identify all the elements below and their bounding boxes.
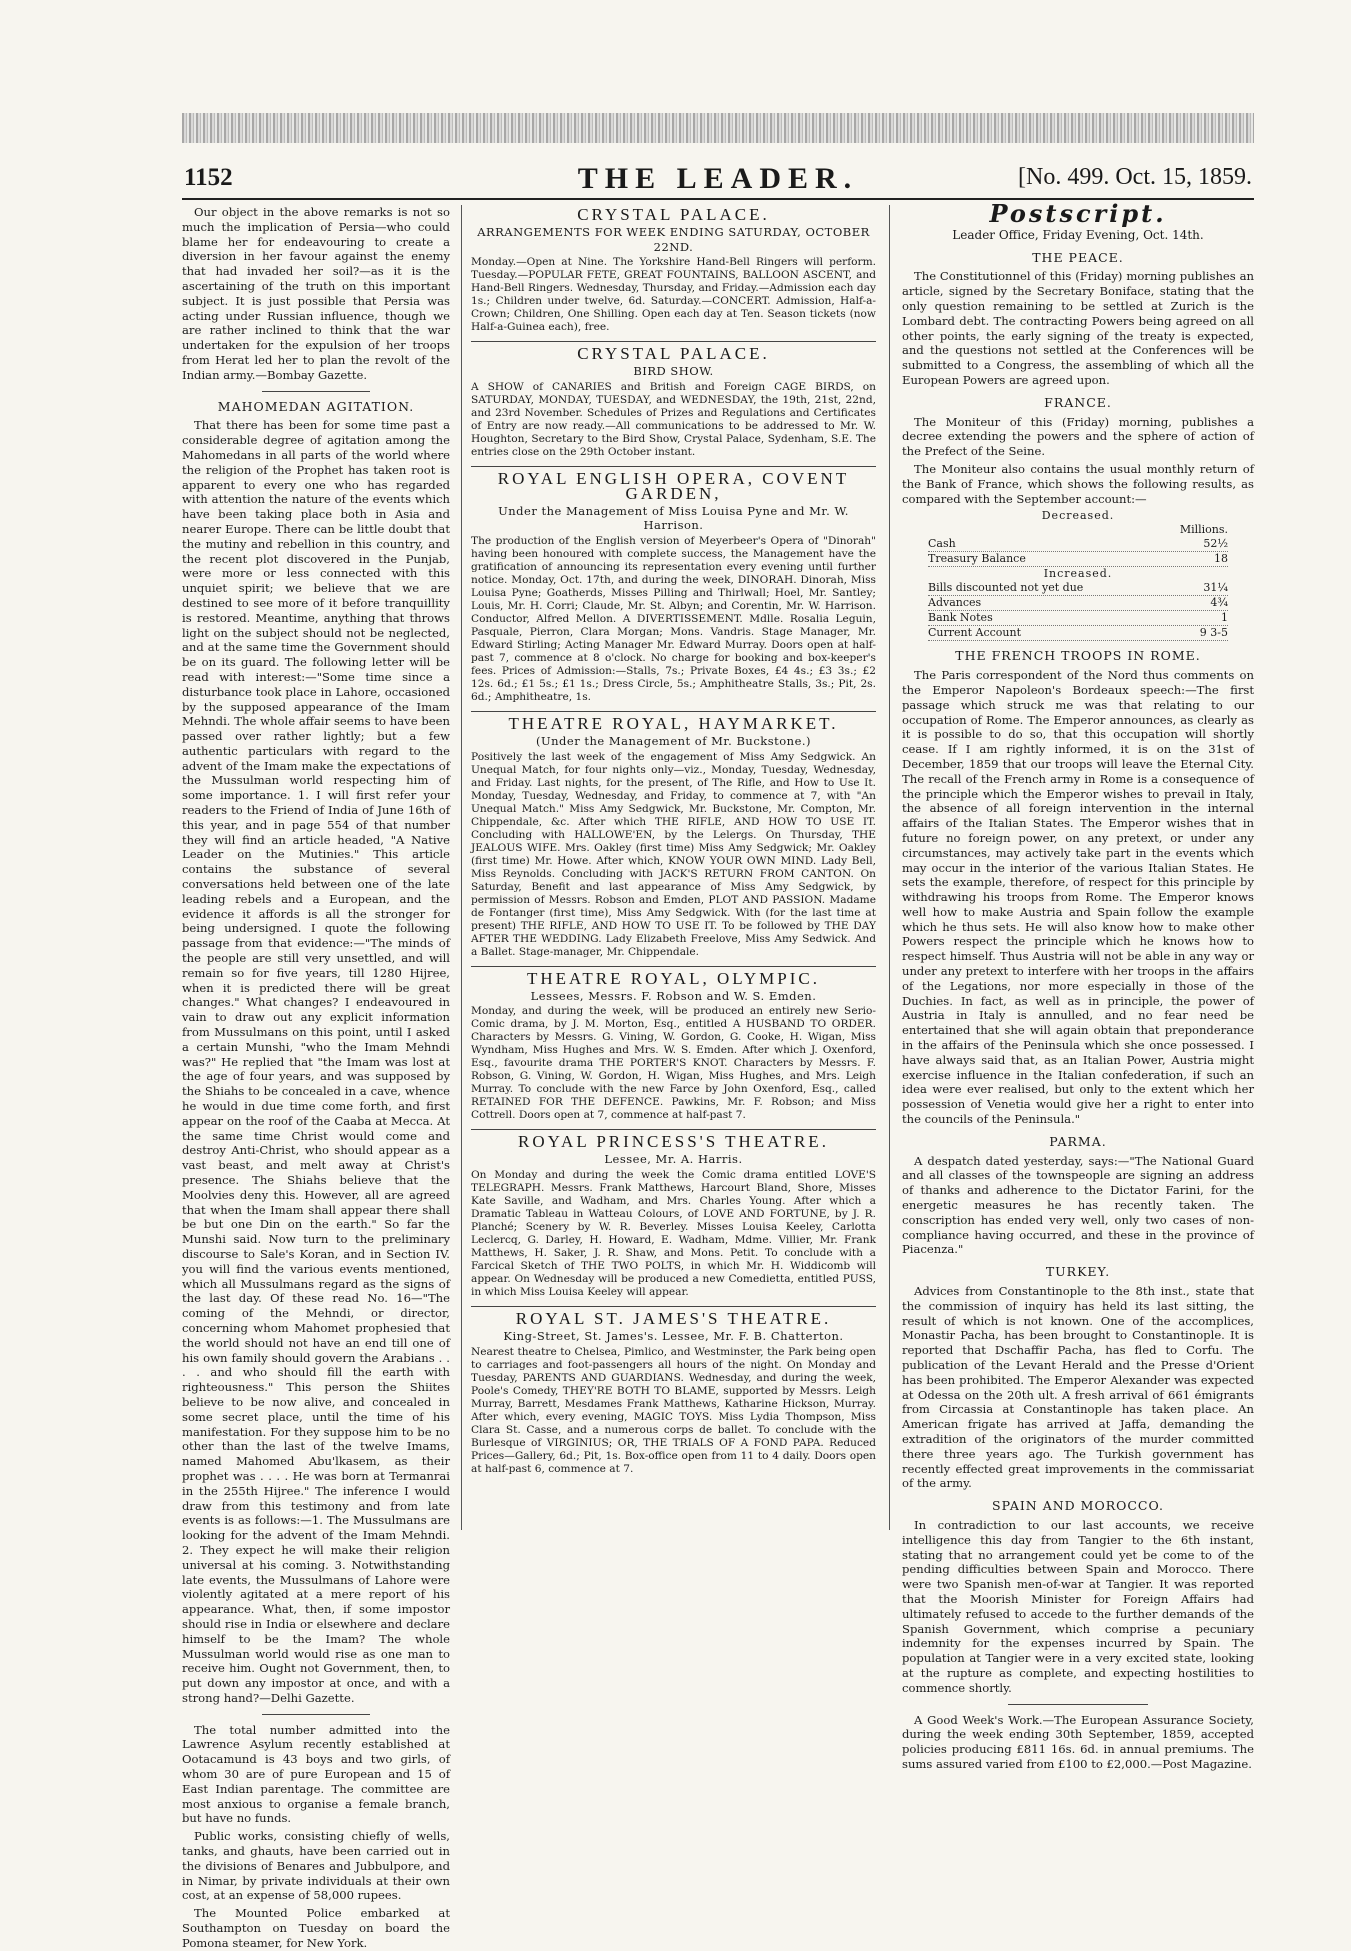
article-the-peace: The Constitutionnel of this (Friday) morning publishes an article, signed by the Secretary Boniface, stating that the only question remaining to be settled at Zurich is the Lombard debt. The contracting Powers being agreed on all other points, the early signing of the treaty is expected, and the questions not settled at the Conferences will be submitted to a Congress, the assembling of which all the European Powers are agreed upon. bbox=[902, 269, 1254, 387]
bank-of-france-table bbox=[928, 509, 1228, 641]
table-row bbox=[928, 537, 1228, 552]
ad-body: A SHOW of CANARIES and British and Foreign CAGE BIRDS, on SATURDAY, MONDAY, TUESDAY, and WEDNESDAY, the 19th, 21st, 22nd, and 23rd November. Schedules of Prizes and Regulations and Certificates of Entry are now ready.—All communications to be addressed to Mr. W. Houghton, Secretary to the Bird Show, Crystal Palace, Sydenham, S.E. The entries close on the 29th October instant. bbox=[471, 380, 876, 458]
row-label: Current Account bbox=[928, 626, 1022, 640]
article-france-bank: The Moniteur also contains the usual monthly return of the Bank of France, which shows the following results, as compared with the September account:— bbox=[902, 461, 1254, 506]
divider bbox=[262, 391, 369, 392]
row-value: 18 bbox=[1214, 552, 1228, 566]
masthead: THE LEADER. bbox=[577, 162, 859, 195]
row-value: 31¼ bbox=[1203, 581, 1228, 595]
row-label: Bills discounted not yet due bbox=[928, 581, 1084, 595]
ad-crystal-palace-week bbox=[471, 205, 876, 342]
row-value: 1 bbox=[1221, 611, 1228, 625]
ad-royal-princess-theatre bbox=[471, 1132, 876, 1307]
decreased-heading: Decreased. bbox=[1041, 509, 1115, 523]
ad-subtitle: ARRANGEMENTS FOR WEEK ENDING SATURDAY, OCTOBER 22ND. bbox=[477, 224, 870, 254]
ad-body: The production of the English version of Meyerbeer's Opera of "Dinorah" having been honoured with complete success, the Management have the gratification of announcing its representation every evening until further notice. Monday, Oct. 17th, and during the week, DINORAH. Dinorah, Miss Louisa Pyne; Goatherds, Misses Pilling and Thirlwall; Hoel, Mr. Santley; Louis, Mr. H. Corri; Claude, Mr. St. Albyn; and Corentin, Mr. W. Harrison. Conductor, Alfred Mellon. A DIVERTISSEMENT. Mdlle. Rosalia Leguin, Pasquale, Pierron, Clara Morgan; Mons. Vandris. Stage Manager, Mr. Edward Stirling; Acting Manager Mr. Edward Murray. Doors open at half-past 7, commence at 8 o'clock. No charge for booking and box-keeper's fees. Prices of Admission:—Stalls, 7s.; Private Boxes, £4 4s.; £3 3s.; £2 12s. 6d.; £1 5s.; £1 1s.; Dress Circle, 5s.; Amphitheatre Stalls, 3s.; Pit, 2s. 6d.; Amphitheatre, 1s. bbox=[471, 535, 876, 704]
ad-royal-english-opera bbox=[471, 468, 876, 712]
ad-title: ROYAL ENGLISH OPERA, COVENT GARDEN, bbox=[497, 468, 850, 503]
table-row bbox=[928, 552, 1228, 567]
ad-title: CRYSTAL PALACE. bbox=[577, 205, 770, 224]
heading-mahomedan-agitation: MAHOMEDAN AGITATION. bbox=[217, 398, 415, 414]
paragraph-lawrence-asylum: The total number admitted into the Lawrence Asylum recently established at Ootacamund is 43 boys and two girls, of whom 30 are of pure European and 15 of East Indian parentage. The committee are most anxious to organise a female branch, but have no funds. bbox=[182, 1722, 450, 1826]
ad-body: Positively the last week of the engagement of Miss Amy Sedgwick. An Unequal Match, for four nights only—viz., Monday, Tuesday, Wednesday, and Friday. Last nights, for the present, of The Rifle, and How to Use It. Monday, Tuesday, Wednesday, and Friday, to commence at 7, with "An Unequal Match." Miss Amy Sedgwick, Mr. Buckstone, Mr. Compton, Mr. Chippendale, &c. After which THE RIFLE, AND HOW TO USE IT. Concluding with HALLOWE'EN, by the Lelergs. On Thursday, THE JEALOUS WIFE. Mrs. Oakley (first time) Miss Amy Sedgwick; Mr. Oakley (first time) Mr. Howe. After which, KNOW YOUR OWN MIND. Lady Bell, Miss Reynolds. Concluding with JACK'S RETURN FROM CANTON. On Saturday, Benefit and last appearance of Miss Amy Sedgwick, by permission of Messrs. Robson and Emden, PLOT AND PASSION. Madame de Fontanger (first time), Miss Amy Sedgwick. With (for the last time at present) THE RIFLE, AND HOW TO USE IT. To be followed by THE DAY AFTER THE WEDDING. Lady Elizabeth Freelove, Miss Amy Sedwick. And a Ballet. Stage-manager, Mr. Chippendale. bbox=[471, 750, 876, 958]
row-label: Cash bbox=[928, 537, 956, 551]
column-postscript bbox=[902, 199, 1254, 1771]
ad-subtitle: Lessees, Messrs. F. Robson and W. S. Emden. bbox=[530, 988, 817, 1003]
table-row bbox=[928, 596, 1228, 611]
page-number: 1152 bbox=[184, 164, 233, 191]
ad-subtitle: Under the Management of Miss Louisa Pyne and Mr. W. Harrison. bbox=[498, 503, 849, 533]
row-label: Bank Notes bbox=[928, 611, 993, 625]
ad-royal-st-james-theatre bbox=[471, 1308, 876, 1483]
heading-france: FRANCE. bbox=[1044, 394, 1112, 410]
paragraph-public-works: Public works, consisting chiefly of wells, tanks, and ghauts, have been carried out in the divisions of Benares and Jubbulpore, and in Nimar, by private individuals at their own cost, at an expense of 58,000 rupees. bbox=[182, 1829, 450, 1903]
row-label: Treasury Balance bbox=[928, 552, 1026, 566]
ad-body: On Monday and during the week the Comic drama entitled LOVE'S TELEGRAPH. Messrs. Frank Matthews, Harcourt Bland, Shore, Misses Kate Saville, and Wadham, and Mrs. Charles Young. After which a Dramatic Tableau in Watteau Colours, of LOVE AND FORTUNE, by J. R. Planché; Scenery by W. R. Beverley. Misses Louisa Keeley, Carlotta Leclercq, G. Darley, H. Howard, E. Wadham, Mdme. Villier, Mr. Frank Matthews, H. Saker, J. R. Shaw, and Mons. Petit. To conclude with a Farcical Sketch of THE TWO POLTS, in which Mr. H. Widdicomb will appear. On Wednesday will be produced a new Comedietta, entitled PUSS, in which Miss Louisa Keeley will appear. bbox=[471, 1168, 876, 1298]
page-header bbox=[182, 164, 1254, 200]
table-row bbox=[928, 626, 1228, 641]
heading-turkey: TURKEY. bbox=[1045, 1264, 1111, 1280]
row-label: Advances bbox=[928, 596, 982, 610]
paragraph-mounted-police: The Mounted Police embarked at Southampton on Tuesday on board the Pomona steamer, for New York. bbox=[182, 1906, 450, 1950]
ad-body: Monday, and during the week, will be produced an entirely new Serio-Comic drama, by J. M. Morton, Esq., entitled A HUSBAND TO ORDER. Characters by Messrs. G. Vining, W. Gordon, G. Cooke, H. Wigan, Miss Wyndham, Miss Hughes and Mrs. W. S. Emden. After which J. Oxenford, Esq., favourite drama THE PORTER'S KNOT. Characters by Messrs. F. Robson, G. Vining, W. Gordon, H. Wigan, Miss Hughes, and Mrs. Leigh Murray. To conclude with the new Farce by John Oxenford, Esq., called RETAINED FOR THE DEFENCE. Pawkins, Mr. F. Robson; and Miss Cottrell. Doors open at 7, commence at half-past 7. bbox=[471, 1005, 876, 1122]
article-spain-morocco: In contradiction to our last accounts, we receive intelligence this day from Tangier to the 6th instant, stating that no arrangement could yet be come to of the pending difficulties between Spain and Morocco. There were two Spanish men-of-war at Tangier. It was reported that the Moorish Minister for Foreign Affairs had ultimately refused to accede to the further demands of the Spanish Government, which comprise a pecuniary indemnity for the expenses incurred by Spain. The population at Tangier were in a very excited state, looking at the rupture as complete, and expecting hostilities to commence shortly. bbox=[902, 1517, 1254, 1695]
row-value: 52½ bbox=[1203, 537, 1228, 551]
postscript-heading: Postscript. bbox=[989, 199, 1167, 228]
row-value: 4¾ bbox=[1210, 596, 1228, 610]
ad-crystal-palace-bird-show bbox=[471, 344, 876, 467]
heading-french-troops-rome: THE FRENCH TROOPS IN ROME. bbox=[955, 648, 1201, 664]
column-rule bbox=[461, 205, 462, 1530]
row-value: 9 3-5 bbox=[1199, 626, 1228, 640]
paragraph-good-weeks-work: A Good Week's Work.—The European Assurance Society, during the week ending 30th September, 1859, accepted policies producing £811 16s. 6d. in annual premiums. The sums assured varied from £100 to £2,000.—Post Magazine. bbox=[902, 1712, 1254, 1771]
ad-subtitle: (Under the Management of Mr. Buckstone.) bbox=[535, 733, 812, 748]
ad-subtitle: Lessee, Mr. A. Harris. bbox=[604, 1152, 743, 1167]
article-turkey: Advices from Constantinople to the 8th inst., state that the commission of inquiry has held its last sitting, the result of which is not known. One of the accomplices, Monastir Pacha, has been brought to Constantinople. It is reported that Dschaffir Pacha, has fled to Corfu. The publication of the Levant Herald and the Presse d'Orient has been prohibited. The Emperor Alexander was expected at Odessa on the 20th ult. A fresh arrival of 661 émigrants from Circassia at Constantinople has taken place. An American frigate has arrived at Jaffa, demanding the extradition of the originators of the murder committed there three years ago. The Turkish government has recently effected great improvements in the commissariat of the army. bbox=[902, 1284, 1254, 1491]
ad-body: Monday.—Open at Nine. The Yorkshire Hand-Bell Ringers will perform. Tuesday.—POPULAR FETE, GREAT FOUNTAINS, BALLOON ASCENT, and Hand-Bell Ringers. Wednesday, Thursday, and Friday.—Admission each day 1s.; Children under twelve, 6d. Saturday.—CONCERT. Admission, Half-a-Crown; Children, One Shilling. Open each day at Ten. Season tickets (now Half-a-Guinea each), free. bbox=[471, 256, 876, 334]
increased-heading: Increased. bbox=[1043, 567, 1113, 581]
divider bbox=[1008, 1704, 1149, 1705]
article-france: The Moniteur of this (Friday) morning, publishes a decree extending the powers and the sphere of action of the Prefect of the Seine. bbox=[902, 414, 1254, 459]
ad-body: Nearest theatre to Chelsea, Pimlico, and Westminster, the Park being open to carriages and foot-passengers all hours of the night. On Monday and Tuesday, PARENTS AND GUARDIANS. Wednesday, and during the week, Poole's Comedy, THEY'RE BOTH TO BLAME, supported by Messrs. Leigh Murray, Barrett, Mesdames Frank Matthews, Katharine Hickson, Murray. After which, every evening, MAGIC TOYS. Miss Lydia Thompson, Miss Clara St. Casse, and a numerous corps de ballet. To conclude with the Burlesque of VIRGINIUS; OR, THE TRIALS OF A FOND PAPA. Reduced Prices—Gallery, 6d.; Pit, 1s. Box-office open from 11 to 4 daily. Doors open at half-past 6, commence at 7. bbox=[471, 1345, 876, 1475]
column-advertisements bbox=[471, 205, 876, 1530]
heading-spain-morocco: SPAIN AND MOROCCO. bbox=[992, 1498, 1164, 1514]
article-french-troops-rome: The Paris correspondent of the Nord thus comments on the Emperor Napoleon's Bordeaux speech:—The first passage which struck me was that relating to our occupation of Rome. The Emperor announces, as clearly as it is possible to do so, that this occupation will shortly cease. If I am rightly informed, it is on the 31st of December, 1859 that our troops will leave the Eternal City. The recall of the French army in Rome is a consequence of the principle which the Emperor wishes to prevail in Italy, the absence of all foreign intervention in the internal affairs of the Italian States. The Emperor wishes that in future no foreign power, on any pretext, or under any circumstances, may actively take part in the events which may occur in the interior of the various Italian States. He sets the example, therefore, of respect for this principle by withdrawing his troops from Rome. The Emperor knows well how to make Austria and Spain follow the example which he thus sets. He will also know how to make other Powers respect the principle which he knows how to respect himself. Thus Austria will not be able in any way or under any pretext to interfere with her troops in the affairs of the Legations, nor more especially in those of the Duchies. In fact, as well as in principle, the power of Austria in Italy is annulled, and no fear need be entertained that she will again obtain that preponderance in the affairs of the Peninsula which she once possessed. I have always said that, as an Italian Power, Austria might exercise influence in the Italian confederation, if such an idea were ever realised, but only to the extent which her possession of Venetia would give her a right to enter into the councils of the Peninsula." bbox=[902, 668, 1254, 1127]
issue-date: [No. 499. Oct. 15, 1859. bbox=[1018, 164, 1252, 190]
ad-theatre-royal-olympic bbox=[471, 968, 876, 1131]
ad-title: ROYAL ST. JAMES'S THEATRE. bbox=[515, 1308, 832, 1328]
table-row bbox=[928, 611, 1228, 626]
article-mahomedan-agitation: That there has been for some time past a considerable degree of agitation among the Mahomedans in all parts of the world where the religion of the Prophet has taken root is apparent to every one who has regarded with attention the nature of the events which have been taking place both in Asia and nearer Europe. There can be little doubt that the mutiny and rebellion in this country, and the recent plot discovered in the Punjab, were more or less connected with this unquiet spirit; we believe that we are destined to see more of it before tranquillity is restored. Meantime, anything that throws light on the subject should not be neglected, and at the same time the Government should be on its guard. The following letter will be read with interest:—"Some time since a disturbance took place in Lahore, occasioned by the supposed appearance of the Imam Mehndi. The whole affair seems to have been passed over rather lightly; but a few authentic particulars with regard to the advent of the Imam make the expectations of the Mussulman world respecting him of some importance. 1. I will first refer your readers to the Friend of India of June 16th of this year, and in page 554 of that number they will find an article headed, "A Native Leader on the Mutinies." This article contains the substance of several conversations held between one of the late leading rebels and a European, and the evidence it affords is all the stronger for being undersigned. I quote the following passage from that evidence:—"The minds of the people are still very unsettled, and will remain so for five years, till 1280 Hijree, when it is predicted there will be great changes." What changes? I endeavoured in vain to draw out any explicit information from Mussulmans on this point, until I asked a certain Munshi, "who the Imam Mehndi was?" He replied that "the Imam was lost at the age of four years, and was supposed by the Shiahs to be concealed in a cave, whence he would in due time come forth, and first appear on the roof of the Caaba at Mecca. At the same time Christ would come and destroy Anti-Christ, who should appear as a vast beast, and melt away at Christ's presence. The Shiahs believe that the Moolvies deny this. However, all are agreed that when the Imam shall appear there shall be but one Din on the earth." So far the Munshi said. Now turn to the preliminary discourse to Sale's Koran, and in Section IV. you will find the various events mentioned, which all Mussulmans regard as the signs of the last day. Of these read No. 16—"The coming of the Mehndi, or director, concerning whom Mahomet prophesied that the world should not have an end till one of his own family should govern the Arabians . . . . and who should fill the earth with righteousness." This person the Shiites believe to be now alive, and concealed in some secret place, until the time of his manifestation. For they suppose him to be no other than the last of the twelve Imams, named Mahomed Abu'lkasem, as their prophet was . . . . He was born at Termanrai in the 255th Hijree." The inference I would draw from this testimony and from late events is as follows:—1. The Mussulmans are looking for the advent of the Imam Mehndi. 2. They expect he will make their religion universal at his coming. 3. Notwithstanding late events, the Mussulmans of Lahore were violently agitated at a mere report of his appearance. What, then, if some impostor should rise in India or elsewhere and declare himself to be the Imam? The whole Mussulman world would rise as one man to receive him. Ought not Government, then, to put down any impostor at once, and with a strong hand?—Delhi Gazette. bbox=[182, 418, 450, 1705]
table-row bbox=[928, 581, 1228, 596]
dateline: Leader Office, Friday Evening, Oct. 14th. bbox=[952, 227, 1204, 242]
divider bbox=[262, 1714, 369, 1715]
ad-title: THEATRE ROYAL, OLYMPIC. bbox=[526, 968, 821, 988]
article-bombay-gazette: Our object in the above remarks is not so much the implication of Persia—who could blame her for endeavouring to create a diversion in her favour against the enemy that had invaded her soil?—as it is the ascertaining of the truth on this important subject. It is just possible that Persia was acting under Russian influence, though we are rather inclined to think that the war undertaken for the expulsion of her troops from Herat led her to plan the revolt of the Indian army.—Bombay Gazette. bbox=[182, 205, 450, 382]
column-rule bbox=[889, 205, 890, 1530]
heading-the-peace: THE PEACE. bbox=[1032, 249, 1124, 265]
heading-parma: PARMA. bbox=[1049, 1133, 1107, 1149]
ad-title: ROYAL PRINCESS'S THEATRE. bbox=[518, 1132, 829, 1152]
ad-subtitle: King-Street, St. James's. Lessee, Mr. F. B. Chatterton. bbox=[503, 1328, 844, 1343]
ad-title: THEATRE ROYAL, HAYMARKET. bbox=[508, 714, 839, 734]
units-label: Millions. bbox=[1179, 523, 1228, 537]
ad-title: CRYSTAL PALACE. bbox=[577, 344, 770, 364]
column-left bbox=[182, 205, 450, 1950]
article-parma: A despatch dated yesterday, says:—"The National Guard and all classes of the townspeople are signing an address of thanks and adherence to the Dictator Farini, for the energetic measures he has recently taken. The conscription has ended very well, only two cases of non-compliance having occurred, and these in the province of Piacenza." bbox=[902, 1153, 1254, 1257]
scan-edge-band bbox=[182, 113, 1254, 143]
ad-subtitle: BIRD SHOW. bbox=[633, 364, 714, 379]
ad-theatre-royal-haymarket bbox=[471, 714, 876, 967]
